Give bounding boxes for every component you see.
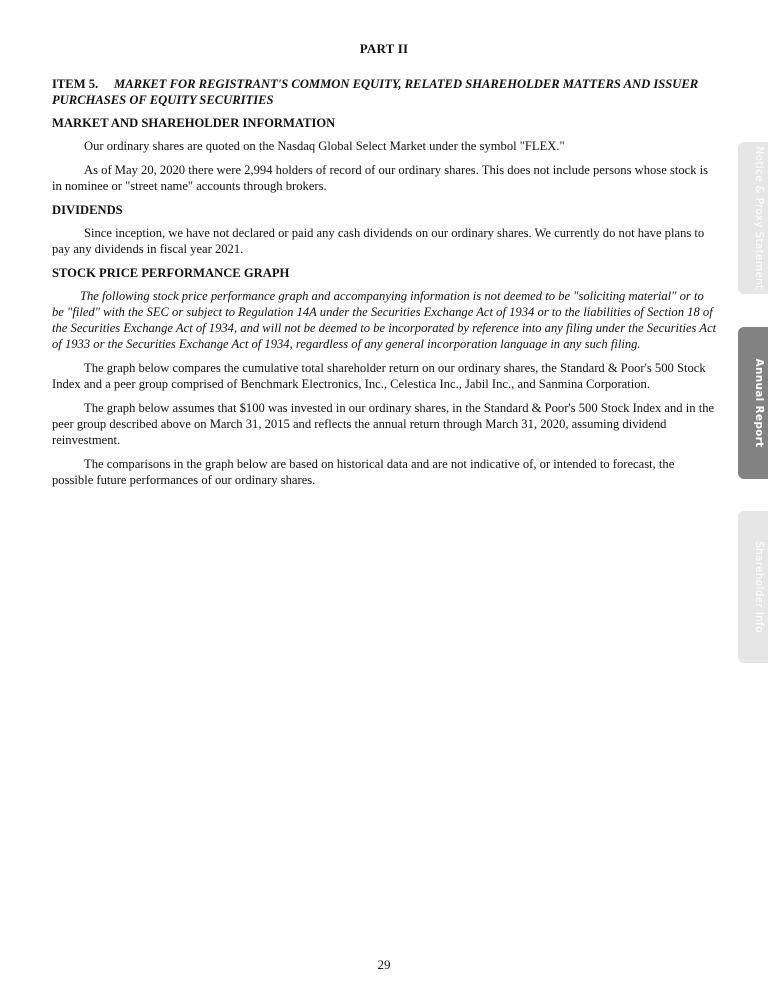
dividends-heading: DIVIDENDS [52, 203, 123, 217]
graph-paragraph-1: The graph below compares the cumulative total shareholder return on our ordinary shares, the Standard & Poor's 500 Stock Index and a peer group comprised of Benchmark Electronics, Inc., Celestica Inc., Jabil Inc., and Sanmina Corporation. [52, 361, 706, 391]
item-heading [52, 76, 717, 108]
part-heading: PART II [359, 41, 409, 56]
side-tab-label: Annual Report [753, 358, 765, 448]
item-title: MARKET FOR REGISTRANT'S COMMON EQUITY, RELATED SHAREHOLDER MATTERS AND ISSUER PURCHASES OF EQUITY SECURITIES [52, 77, 699, 107]
dividends-paragraph: Since inception, we have not declared or paid any cash dividends on our ordinary shares. We currently do not have plans to pay any dividends in fiscal year 2021. [52, 226, 705, 256]
market-paragraph-2: As of May 20, 2020 there were 2,994 holders of record of our ordinary shares. This does not include persons whose stock is in nominee or "street name" accounts through brokers. [52, 163, 709, 193]
graph-heading: STOCK PRICE PERFORMANCE GRAPH [52, 266, 290, 280]
page-number: 29 [377, 957, 391, 972]
graph-paragraph-3: The comparisons in the graph below are based on historical data and are not indicative of, or intended to forecast, the possible future performances of our ordinary shares. [52, 457, 675, 487]
side-tab-label: Notice & Proxy Statement [753, 146, 765, 290]
market-heading: MARKET AND SHAREHOLDER INFORMATION [52, 116, 336, 130]
side-tab-label: Shareholder Info [753, 541, 765, 633]
side-tab-annual-report[interactable] [738, 327, 768, 479]
market-paragraph-1: Our ordinary shares are quoted on the Nasdaq Global Select Market under the symbol "FLEX." [84, 139, 565, 153]
item-number: ITEM 5. [52, 77, 99, 91]
side-tab-shareholder-info[interactable] [738, 511, 768, 663]
side-tab-notice-proxy-statement[interactable] [738, 142, 768, 294]
graph-paragraph-2: The graph below assumes that $100 was invested in our ordinary shares, in the Standard & Poor's 500 Stock Index and in the peer group described above on March 31, 2015 and reflects the annual return through March 31, 2020, assuming dividend reinvestment. [52, 401, 715, 447]
graph-disclaimer: The following stock price performance graph and accompanying information is not deemed to be "soliciting material" or to be "filed" with the SEC or subject to Regulation 14A under the Securities Exchange Act of 1934 or to the liabilities of Section 18 of the Securities Exchange Act of 1934, and will not be deemed to be incorporated by reference into any filing under the Securities Act of 1933 or the Securities Exchange Act of 1934, regardless of any general incorporation language in any such filing. [52, 289, 717, 351]
page-content [52, 76, 717, 496]
